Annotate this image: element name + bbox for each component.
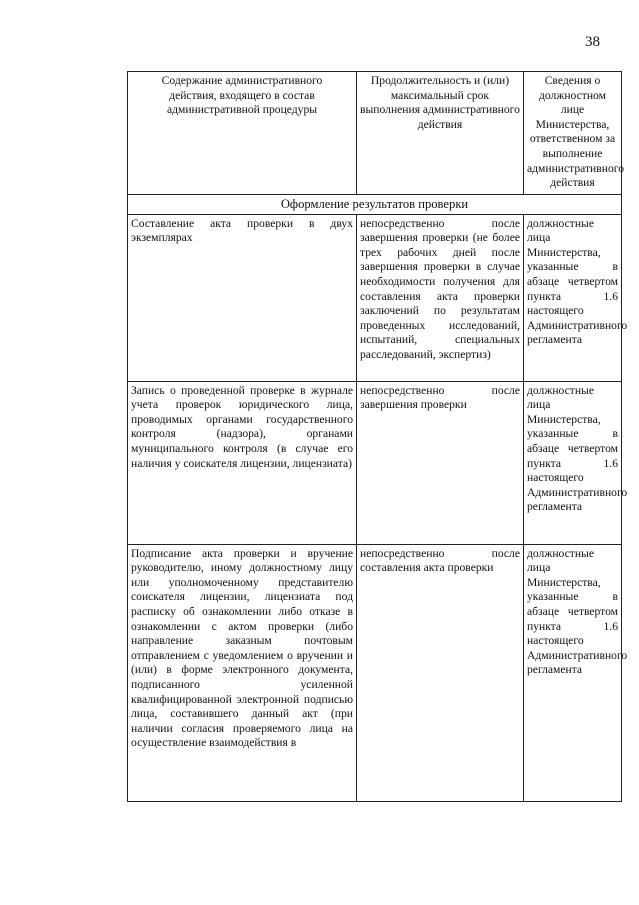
responsible-cell: должностные лица Министерства, указанные в абзаце четвертом пункта 1.6 настоящего Административного регламента bbox=[524, 214, 622, 381]
responsible-cell: должностные лица Министерства, указанные в абзаце четвертом пункта 1.6 настоящего Административного регламента bbox=[524, 544, 622, 801]
page-number: 38 bbox=[585, 34, 600, 50]
action-cell: Составление акта проверки в двух экземплярах bbox=[128, 214, 357, 381]
table-row bbox=[128, 214, 622, 381]
header-duration: Продолжительность и (или) максимальный срок выполнения административного действия bbox=[357, 72, 524, 195]
action-cell: Запись о проведенной проверке в журнале учета проверок юридического лица, проводимых органами государственного контроля (надзора), органами муниципального контроля (в случае его наличия у соискателя лицензии, лицензиата) bbox=[128, 381, 357, 544]
duration-cell: непосредственно после завершения проверки bbox=[357, 381, 524, 544]
action-cell: Подписание акта проверки и вручение руководителю, иному должностному лицу или уполномоченному представителю соискателя лицензии, лицензиата под расписку об ознакомлении либо отказе в ознакомлении с актом проверки (либо направление заказным почтовым отправлением с уведомлением о вручении и (или) в форме электронного документа, подписанного усиленной квалифицированной электронной подписью лица, составившего данный акт (при наличии согласия проверяемого лица на осуществление взаимодействия в bbox=[128, 544, 357, 801]
table-row bbox=[128, 381, 622, 544]
responsible-cell: должностные лица Министерства, указанные в абзаце четвертом пункта 1.6 настоящего Административного регламента bbox=[524, 381, 622, 544]
section-title: Оформление результатов проверки bbox=[128, 195, 622, 215]
table-header-row bbox=[128, 72, 622, 195]
duration-cell: непосредственно после составления акта проверки bbox=[357, 544, 524, 801]
duration-cell: непосредственно после завершения проверки (не более трех рабочих дней после завершения проверки в случае необходимости получения для составления акта проверки заключений по результатам проведенных исследований, испытаний, специальных расследований, экспертиз) bbox=[357, 214, 524, 381]
header-action: Содержание административного действия, входящего в состав административной процедуры bbox=[128, 72, 357, 195]
table-row bbox=[128, 544, 622, 801]
section-row bbox=[128, 195, 622, 215]
header-responsible: Сведения о должностном лице Министерства, ответственном за выполнение административного действия bbox=[524, 72, 622, 195]
procedure-table bbox=[127, 71, 628, 802]
